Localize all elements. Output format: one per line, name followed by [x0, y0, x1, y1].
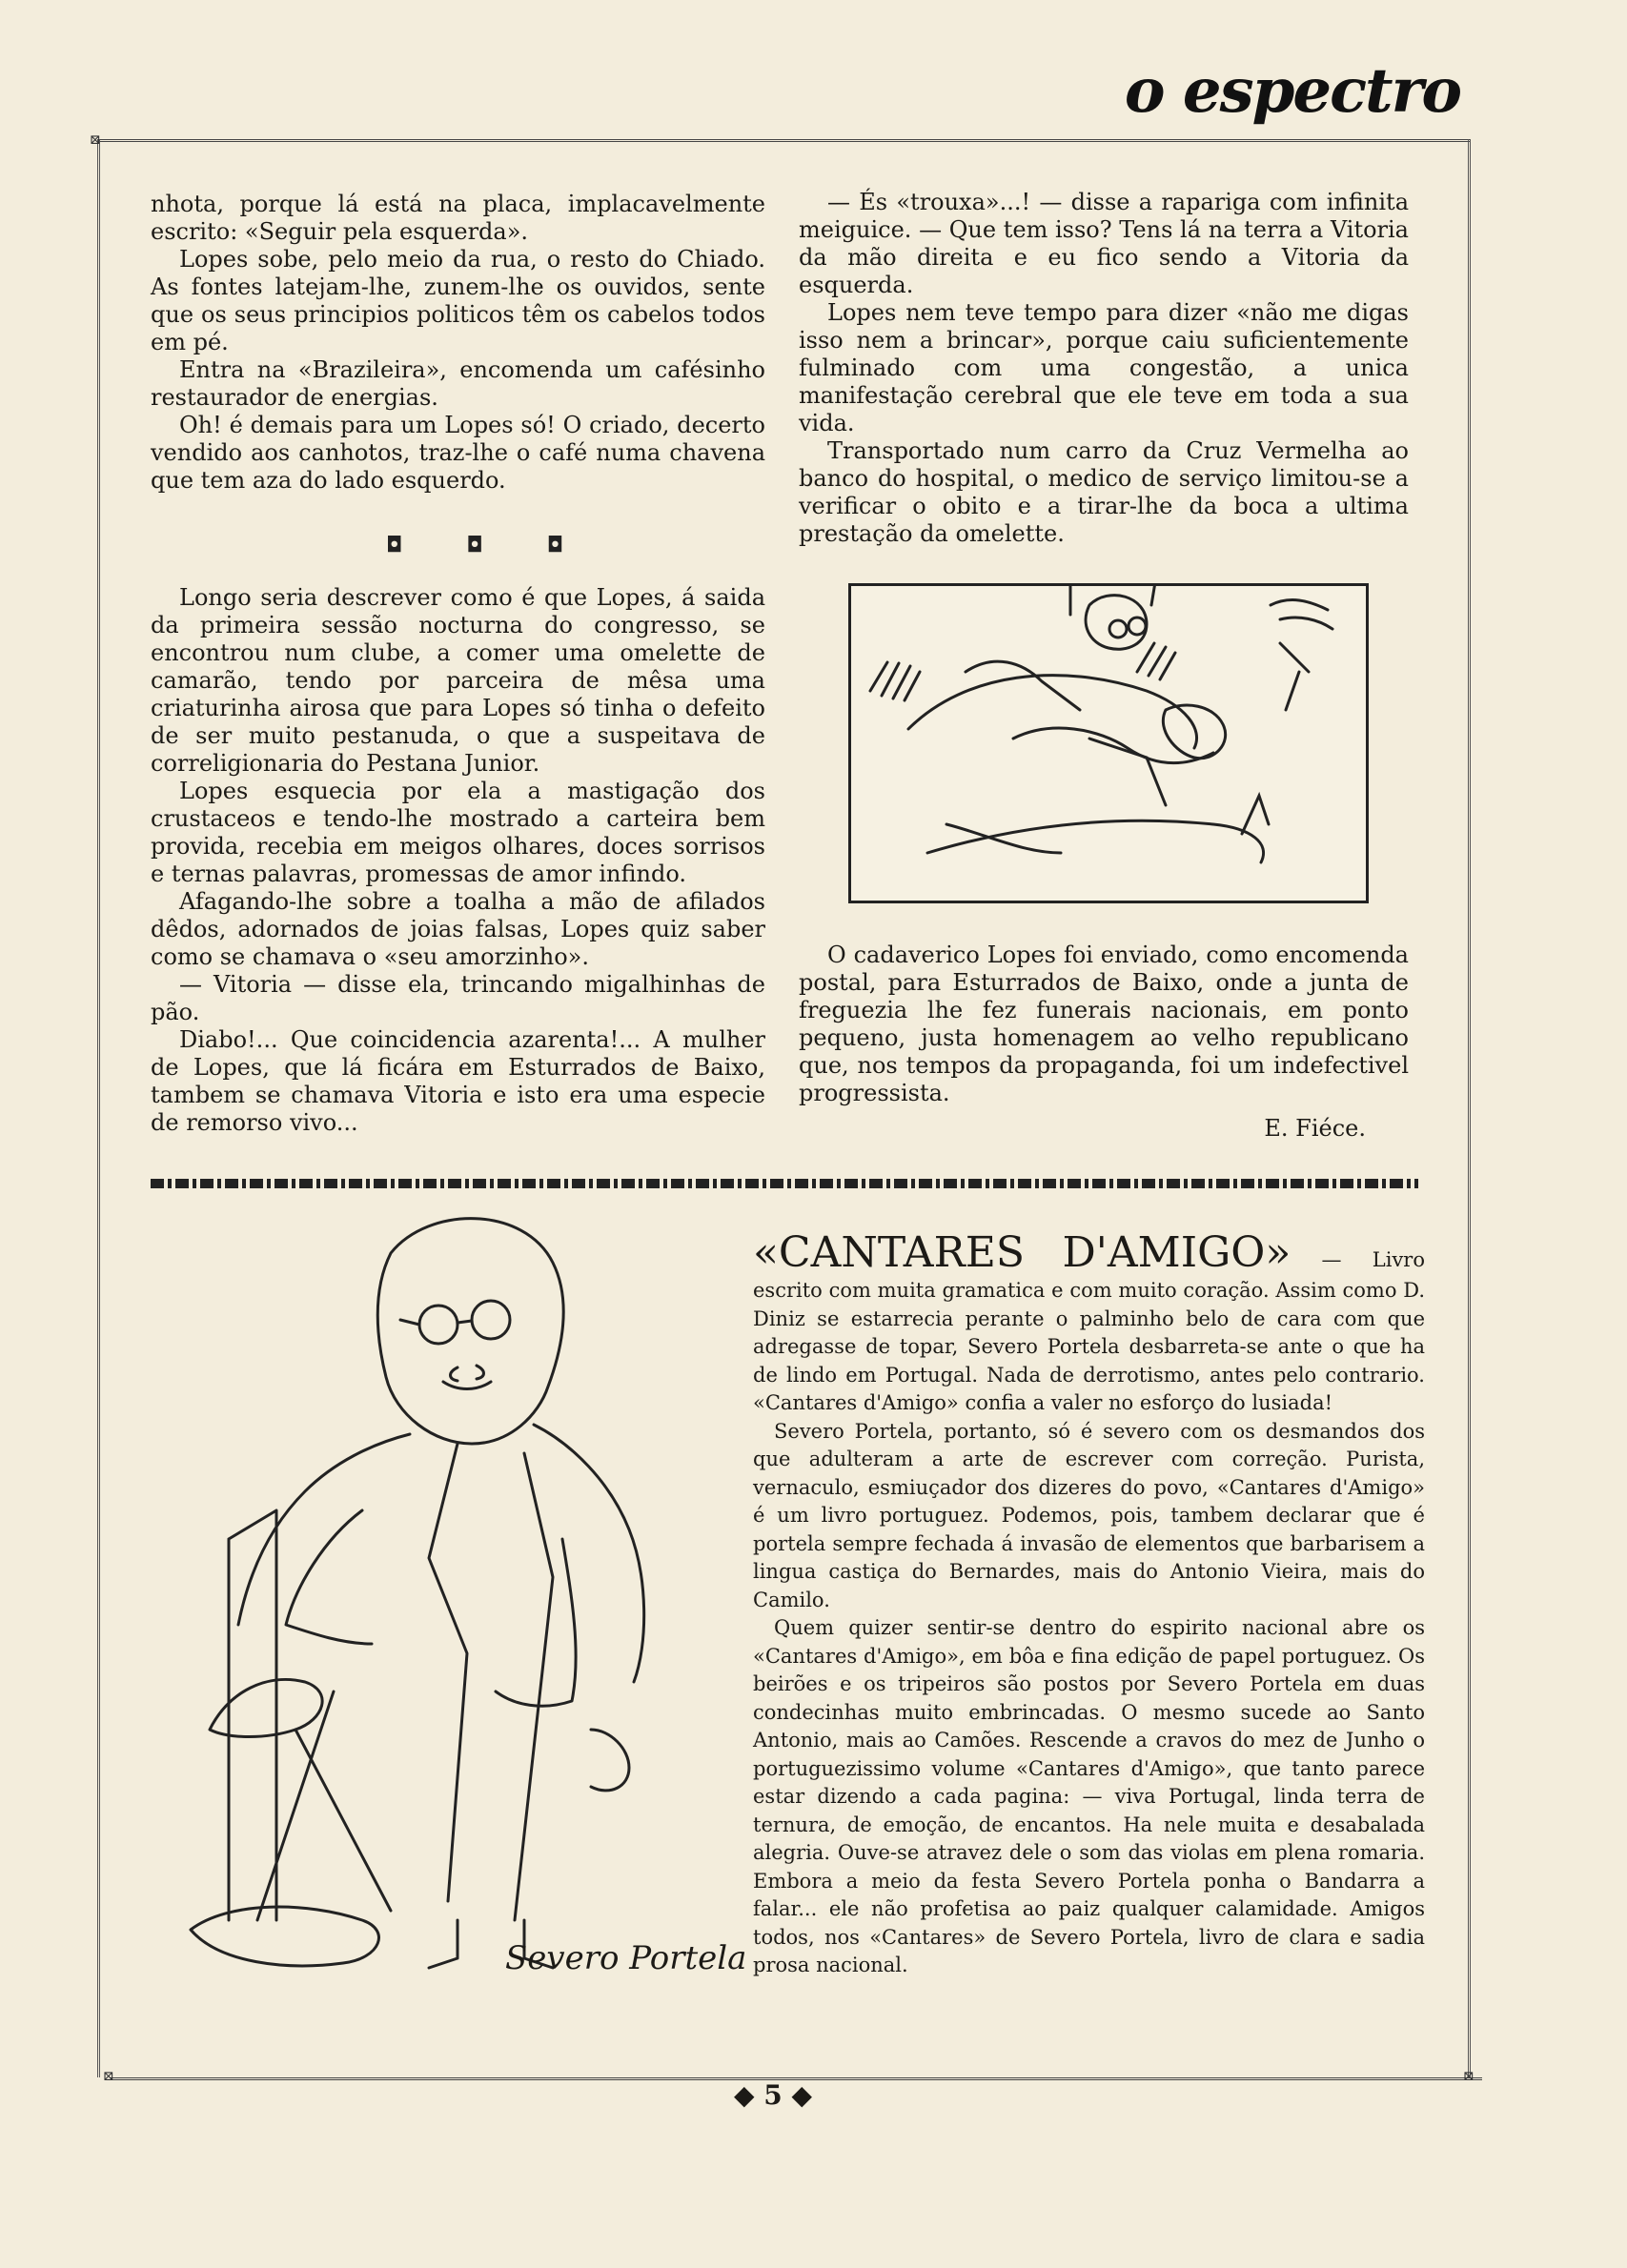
paragraph: Severo Portela, portanto, só é severo com os desmandos dos que adulteram a arte de escrever com correção. Purista, vernaculo, esmiuçador dos dizeres do povo, «Cantares d'Amigo» é um livro portuguez. Podemos, pois, tambem declarar que é portela sempre fechada á invasão de elementos que barbarisem a lingua castiça do Bernardes, mais do Antonio Vieira, mais do Camilo.	[753, 1419, 1425, 1611]
paragraph: Longo seria descrever como é que Lopes, á saida da primeira sessão nocturna do congresso, se encontrou num clube, a comer uma omelette de camarão, tendo por parceira de mêsa uma criaturinha airosa que para Lopes só tinha o defeito de ser muito pestanuda, o que a suspeitava de correligionaria do Pestana Junior.	[151, 584, 765, 777]
paragraph: Entra na «Brazileira», encomenda um cafésinho restaurador de energias.	[151, 356, 765, 411]
corner-ornament: ⊠	[1463, 2069, 1474, 2084]
masthead-title: o espectro	[1124, 55, 1460, 127]
frame-rule-right	[1468, 139, 1471, 2077]
paragraph: — És «trouxa»...! — disse a rapariga com infinita meiguice. — Que tem isso? Tens lá na terra a Vitoria da mão direita e eu fico sendo a Vitoria da esquerda.	[799, 189, 1409, 298]
frame-rule-left	[97, 139, 100, 2077]
ornamental-divider	[151, 1175, 1418, 1192]
portrait-caption: Severo Portela	[505, 1939, 747, 1977]
paragraph: nhota, porque lá está na placa, implacavelmente escrito: «Seguir pela esquerda».	[151, 191, 765, 245]
paragraph: Quem quizer sentir-se dentro do espirito nacional abre os «Cantares d'Amigo», em bôa e fina edição de papel portuguez. Os beirões e os tripeiros são postos por Severo Portela em duas condecinhas muito embrincadas. O mesmo sucede ao Santo Antonio, mais ao Camões. Rescende a cravos do mez de Junho o portuguezissimo volume «Cantares d'Amigo», que tanto parece estar dizendo a cada pagina: — viva Portugal, linda terra de ternura, de emoção, de encantos. Ha nele muita e desabalada alegria. Ouve-se atravez dele o som das violas em plena romaria. Embora a meio da festa Severo Portela ponha o Bandarra a falar... ele não profetisa ao paiz qualquer calamidade. Amigos todos, nos «Cantares» de Severo Portela, livro de clara e sadia prosa nacional.	[753, 1616, 1425, 1976]
portrait-illustration	[172, 1196, 743, 1987]
portrait-drawing	[172, 1196, 743, 1987]
cartoon-drawing	[851, 586, 1366, 901]
paragraph: Afagando-lhe sobre a toalha a mão de afilados dêdos, adornados de joias falsas, Lopes quiz saber como se chamava o «seu amorzinho».	[151, 888, 765, 970]
right-column-top	[799, 189, 1409, 548]
right-column-bottom	[799, 942, 1409, 1143]
cartoon-illustration	[848, 583, 1369, 903]
paragraph: Lopes sobe, pelo meio da rua, o resto do Chiado. As fontes latejam-lhe, zunem-lhe os ouvidos, sente que os seus principios politicos têm os cabelos todos em pé.	[151, 246, 765, 355]
corner-ornament: ⊠	[103, 2069, 114, 2084]
paragraph: Lopes esquecia por ela a mastigação dos crustaceos e tendo-lhe mostrado a carteira bem provida, recebia em meigos olhares, doces sorrisos e ternas palavras, promessas de amor infindo.	[151, 778, 765, 887]
paragraph: Lopes nem teve tempo para dizer «não me digas isso nem a brincar», porque caiu suficientemente fulminado com uma congestão, a unica manifestação cerebral que ele teve em toda a sua vida.	[799, 299, 1409, 436]
paragraph: Diabo!... Que coincidencia azarenta!... A mulher de Lopes, que lá ficára em Esturrados de Baixo, tambem se chamava Vitoria e isto era uma especie de remorso vivo...	[151, 1026, 765, 1136]
review-headline: «CANTARES D'AMIGO»	[753, 1228, 1291, 1277]
paragraph: — Vitoria — disse ela, trincando migalhinhas de pão.	[151, 971, 765, 1025]
review-intro: — Livro escrito com muita gramatica e com muito coração. Assim como D. Diniz se estarrecia perante o palminho belo de cara com que adregasse de topar, Severo Portela desbarreta-se ante o que ha de lindo em Portugal. Nada de derrotismo, antes pelo contrario. «Cantares d'Amigo» confia a valer no esforço do lusiada!	[753, 1248, 1425, 1414]
paragraph: Transportado num carro da Cruz Vermelha ao banco do hospital, o medico de serviço limitou-se a verificar o obito e a tirar-lhe da boca a ultima prestação da omelette.	[799, 437, 1409, 547]
left-column-bottom	[151, 584, 765, 1137]
corner-ornament: ⊠	[90, 132, 101, 148]
page-number: ◆ 5 ◆	[734, 2079, 813, 2111]
author-signature: E. Fiéce.	[1264, 1115, 1366, 1142]
book-review	[753, 1229, 1425, 1980]
section-mark: ◘ ◘ ◘	[386, 534, 593, 557]
paragraph: O cadaverico Lopes foi enviado, como encomenda postal, para Esturrados de Baixo, onde a junta de freguezia lhe fez funerais nacionais, em ponto pequeno, justa homenagem ao velho republicano que, nos tempos da propaganda, foi um indefectivel progressista.	[799, 942, 1409, 1106]
paragraph: Oh! é demais para um Lopes só! O criado, decerto vendido aos canhotos, traz-lhe o café numa chavena que tem aza do lado esquerdo.	[151, 412, 765, 494]
frame-rule-top	[97, 139, 1470, 142]
left-column-top	[151, 191, 765, 495]
